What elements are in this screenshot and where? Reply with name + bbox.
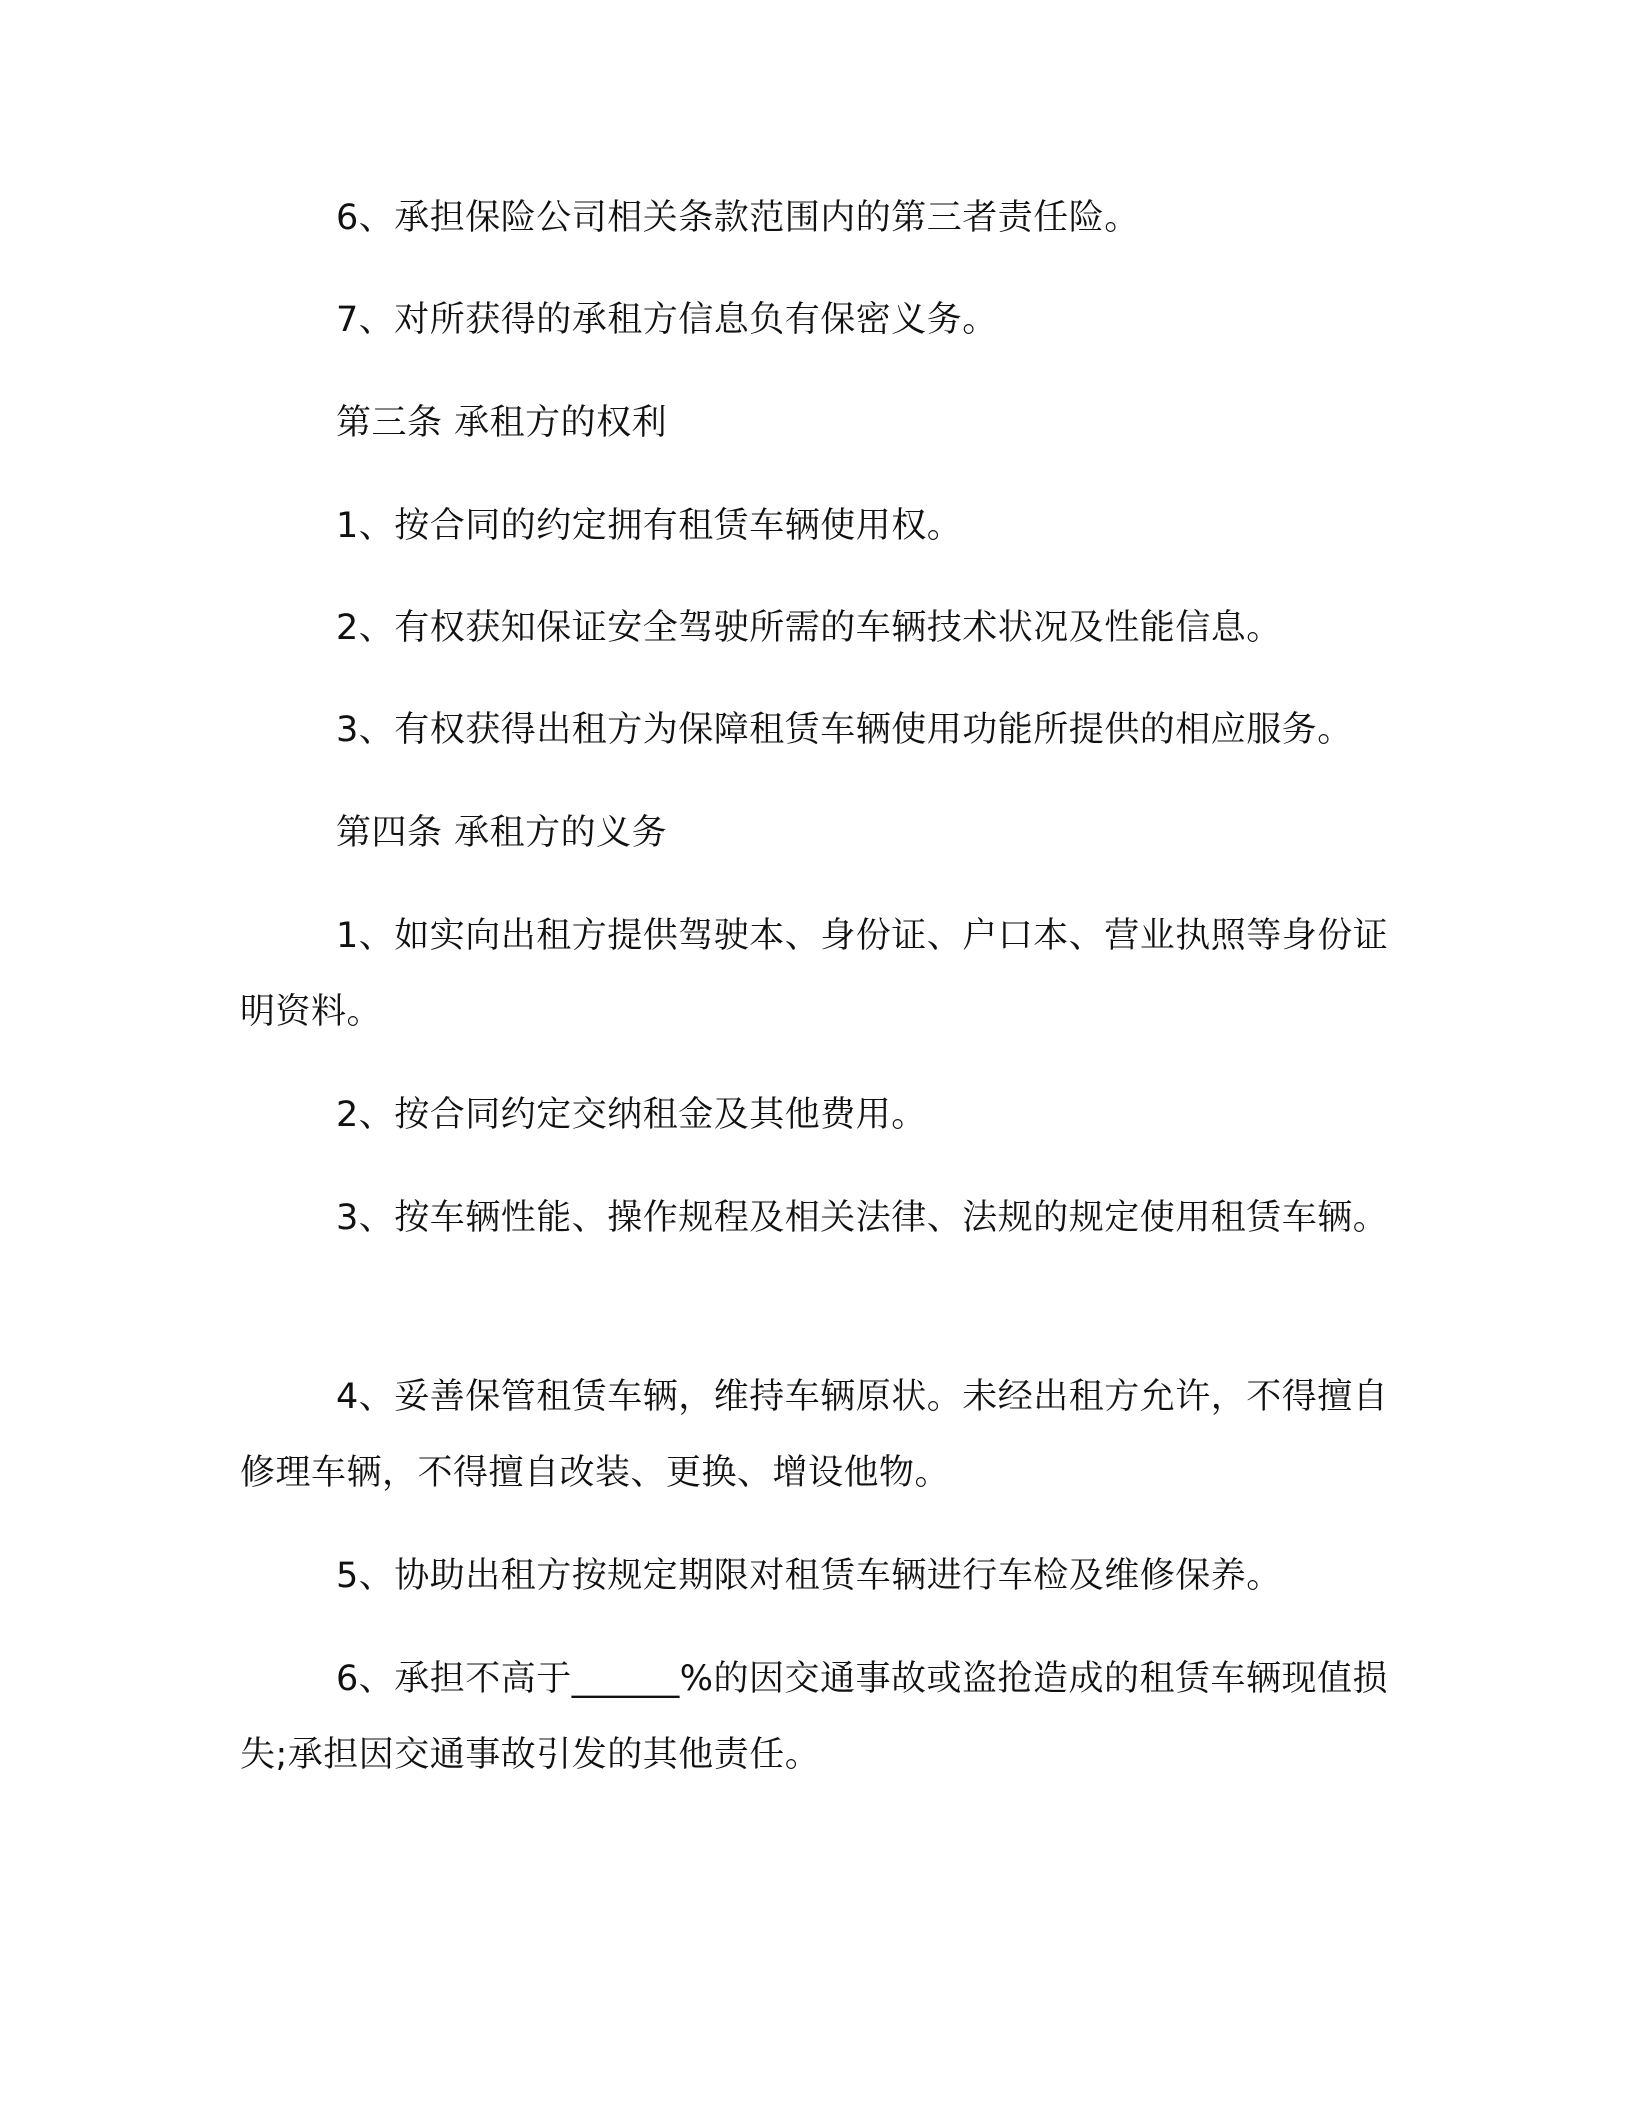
paragraph-lessee-right-1: 1、按合同的约定拥有租赁车辆使用权。 <box>336 506 963 546</box>
paragraph-lessee-duty-1: 1、如实向出租方提供驾驶本、身份证、户口本、营业执照等身份证明资料。 <box>240 916 1389 1032</box>
section-heading-article-3: 第三条 承租方的权利 <box>336 403 668 443</box>
paragraph-lessee-duty-3: 3、按车辆性能、操作规程及相关法律、法规的规定使用租赁车辆。 <box>336 1198 1389 1238</box>
paragraph-lessee-duty-2: 2、按合同约定交纳租金及其他费用。 <box>336 1095 927 1135</box>
paragraph-lessor-duty-7: 7、对所获得的承租方信息负有保密义务。 <box>336 300 998 340</box>
paragraph-lessor-duty-6: 6、承担保险公司相关条款范围内的第三者责任险。 <box>336 198 1140 238</box>
paragraph-lessee-duty-5: 5、协助出租方按规定期限对租赁车辆进行车检及维修保养。 <box>336 1556 1282 1596</box>
paragraph-lessee-right-3: 3、有权获得出租方为保障租赁车辆使用功能所提供的相应服务。 <box>336 710 1353 750</box>
paragraph-lessee-duty-6: 6、承担不高于______%的因交通事故或盗抢造成的租赁车辆现值损失;承担因交通事故引发的其他责任。 <box>240 1659 1389 1775</box>
paragraph-lessee-duty-4: 4、妥善保管租赁车辆，维持车辆原状。未经出租方允许，不得擅自修理车辆，不得擅自改装、更换、增设他物。 <box>240 1377 1389 1493</box>
section-heading-article-4: 第四条 承租方的义务 <box>336 813 668 853</box>
paragraph-lessee-right-2: 2、有权获知保证安全驾驶所需的车辆技术状况及性能信息。 <box>336 608 1282 648</box>
